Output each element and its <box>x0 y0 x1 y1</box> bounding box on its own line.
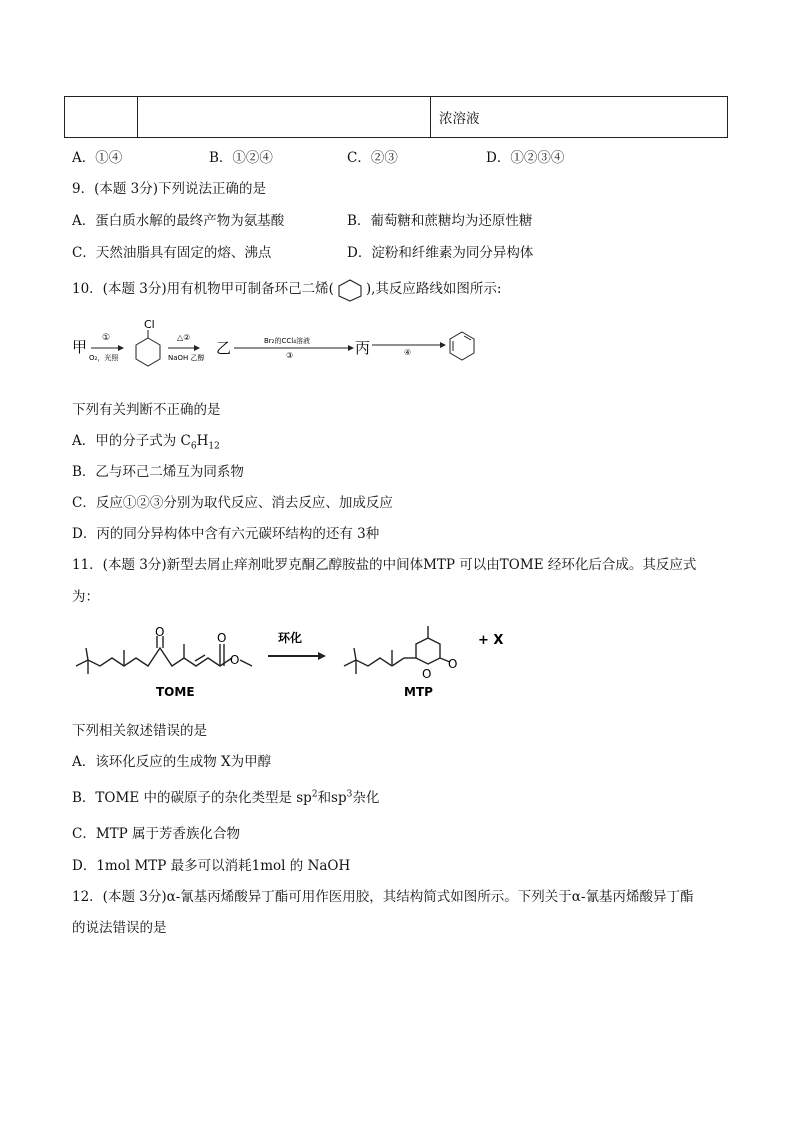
q10-a-mid: H <box>196 433 209 449</box>
q11-b-prefix: B．TOME 中的碳原子的杂化类型是 sp <box>72 790 312 806</box>
q10-stem <box>72 277 501 302</box>
cyclization-label: 环化 <box>278 631 303 645</box>
arrow-step3-head <box>348 345 354 351</box>
table-cell-solution: 浓溶液 <box>431 97 728 138</box>
q10-a-sub2: 12 <box>208 441 220 452</box>
q11-option-d: D．1mol MTP 最多可以消耗1mol 的 NaOH <box>72 858 351 874</box>
q9-option-d: D．淀粉和纤维素为同分异构体 <box>347 245 534 261</box>
q11-b-sup1: 2 <box>311 789 318 800</box>
q12-stem-line1: 12．(本题 3分)α-氰基丙烯酸异丁酯可用作医用胶，其结构简式如图所示。下列关于α-氰基丙烯酸异丁酯 <box>72 889 694 905</box>
mtp-ring-o: O <box>422 667 432 681</box>
step3-condition: Br₂的CCl₄溶液 <box>264 337 311 345</box>
q11-option-c: C．MTP 属于芳香族化合物 <box>72 826 241 842</box>
tome-ester-carbonyl-o: O <box>217 631 227 645</box>
q8-option-a: A．①④ <box>72 150 123 166</box>
q10-stem-before: 10．(本题 3分)用有机物甲可制备环己二烯( <box>72 281 334 297</box>
arrow-step1-head <box>118 345 124 351</box>
q10-a-prefix: A．甲的分子式为 C <box>72 433 191 449</box>
mtp-carbonyl-o: O <box>448 657 458 671</box>
q9-stem: 9．(本题 3分)下列说法正确的是 <box>72 181 267 197</box>
q11-b-sup2: 3 <box>346 789 353 800</box>
q8-option-d: D．①②③④ <box>486 150 565 166</box>
step4-label: ④ <box>404 348 412 357</box>
step1-label: ① <box>102 333 111 343</box>
compound-yi: 乙 <box>216 339 232 357</box>
chlorine-label: Cl <box>144 318 155 331</box>
q8-option-c: C．②③ <box>347 150 398 166</box>
q11-reaction-scheme <box>64 622 544 706</box>
q9-option-b: B．葡萄糖和蔗糖均为还原性糖 <box>347 213 533 229</box>
q10-a-sub1: 6 <box>190 441 197 452</box>
q10-stem-after: ),其反应路线如图所示: <box>365 281 502 297</box>
tome-ketone-o: O <box>155 625 165 639</box>
q11-b-suffix: 杂化 <box>352 790 380 806</box>
step2-label: △② <box>177 333 191 342</box>
q10-lead: 下列有关判断不正确的是 <box>72 402 221 418</box>
answer-table-fragment <box>64 96 728 138</box>
mtp-structure <box>344 626 450 674</box>
q10-option-b: B．乙与环己二烯互为同系物 <box>72 464 244 480</box>
byproduct-x: + X <box>478 633 504 648</box>
mtp-label: MTP <box>404 685 433 699</box>
compound-bing: 丙 <box>355 339 371 357</box>
q10-reaction-scheme <box>64 314 504 378</box>
compound-jia: 甲 <box>72 338 88 356</box>
table-cell-empty-2 <box>138 97 431 138</box>
q11-option-b <box>72 786 379 806</box>
arrow-step4-head <box>440 342 446 348</box>
q11-lead: 下列相关叙述错误的是 <box>72 723 207 739</box>
q8-option-b: B．①②④ <box>209 150 273 166</box>
step3-label: ③ <box>286 351 294 360</box>
q11-stem-line2: 为： <box>72 589 99 605</box>
cyclization-arrow-head <box>318 652 326 660</box>
q11-stem-line1: 11．(本题 3分)新型去屑止痒剂吡罗克酮乙醇胺盐的中间体MTP 可以由TOME 经环化后合成。其反应式 <box>72 557 697 573</box>
tome-methyl-bond <box>240 660 252 666</box>
q12-stem-line2: 的说法错误的是 <box>72 920 167 936</box>
step1-condition: O₂，光照 <box>89 354 119 362</box>
arrow-step2-head <box>194 345 200 351</box>
q10-option-c: C．反应①②③分别为取代反应、消去反应、加成反应 <box>72 495 393 511</box>
q10-option-d: D．丙的同分异构体中含有六元碳环结构的还有 3种 <box>72 526 380 542</box>
tome-structure <box>76 636 232 674</box>
q11-option-a: A．该环化反应的生成物 X为甲醇 <box>72 754 272 770</box>
q11-b-mid: 和sp <box>317 790 347 806</box>
step2-condition: NaOH 乙醇 <box>168 354 205 362</box>
q10-option-a <box>72 429 220 452</box>
table-cell-empty-1 <box>65 97 138 138</box>
cyclohexane-ring <box>136 338 160 366</box>
cyclohexadiene-inline-icon <box>334 278 366 302</box>
tome-label: TOME <box>156 685 195 699</box>
tome-ester-o: O <box>230 653 240 667</box>
cyclohexadiene-structure <box>450 332 474 360</box>
q9-option-c: C．天然油脂具有固定的熔、沸点 <box>72 245 272 261</box>
q9-option-a: A．蛋白质水解的最终产物为氨基酸 <box>72 213 285 229</box>
